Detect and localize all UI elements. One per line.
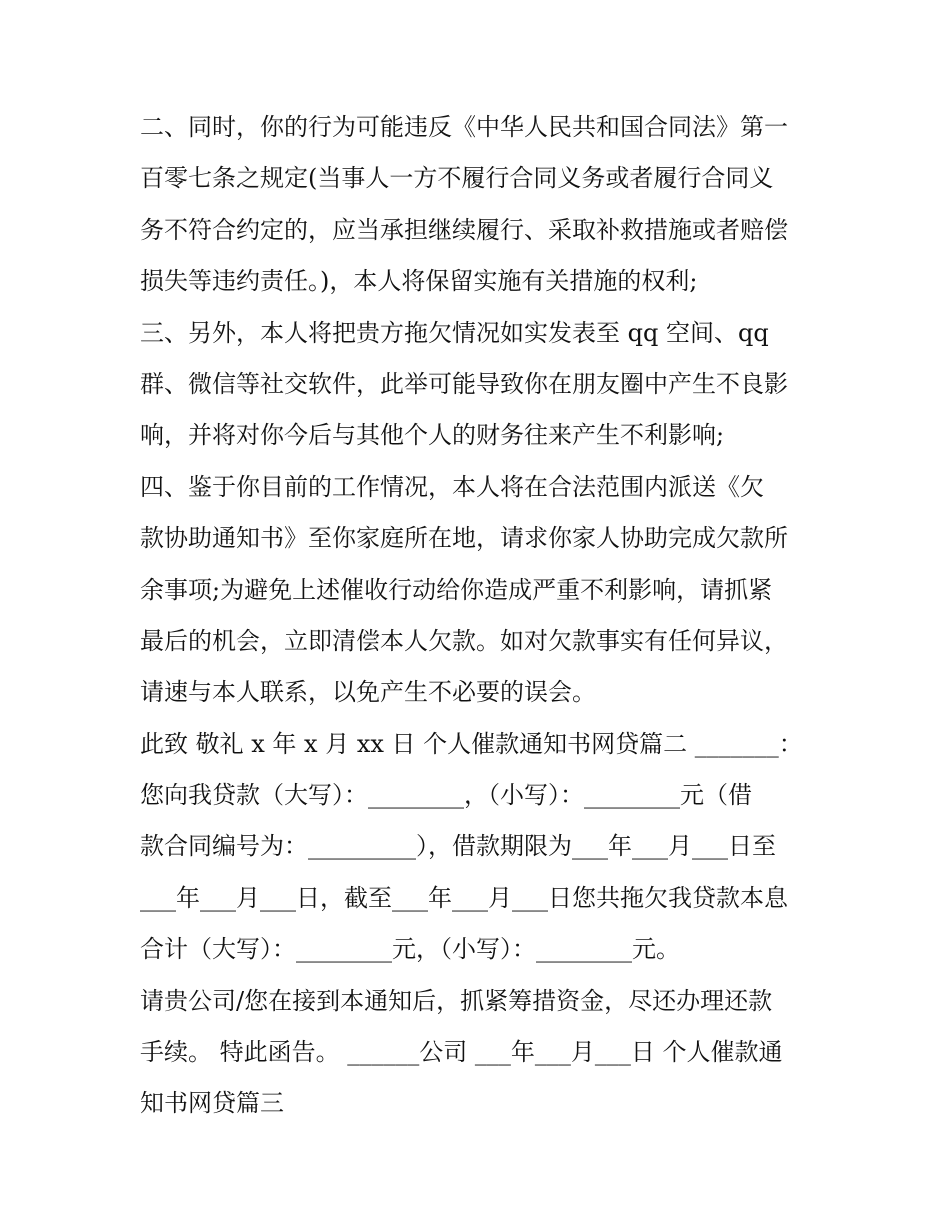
text-line: 最后的机会，立即清偿本人欠款。如对欠款事实有任何异议， xyxy=(140,626,788,655)
text-line: 请贵公司/您在接到本通知后，抓紧筹措资金，尽还办理还款 xyxy=(140,986,773,1015)
text-line: 手续。 特此函告。 ______公司 ___年___月___日 个人催款通 xyxy=(140,1038,783,1067)
text-line: 合计（大写）：________元，（小写）：________元。 xyxy=(140,935,680,964)
text-line: 群、微信等社交软件，此举可能导致你在朋友圈中产生不良影 xyxy=(140,369,788,398)
text-line: 二、同时，你的行为可能违反《中华人民共和国合同法》第一 xyxy=(140,113,788,141)
text-line: 此致 敬礼 x 年 x 月 xx 日 个人催款通知书网贷篇二 _______： xyxy=(140,729,803,758)
text-line: 损失等违约责任。)，本人将保留实施有关措施的权利; xyxy=(140,267,698,296)
text-line: 请速与本人联系，以免产生不必要的误会。 xyxy=(140,678,596,707)
text-line: 务不符合约定的，应当承担继续履行、采取补救措施或者赔偿 xyxy=(140,215,788,244)
text-line: 知书网贷篇三 xyxy=(140,1089,284,1118)
text-line: 响，并将对你今后与其他个人的财务往来产生不利影响; xyxy=(140,421,725,450)
text-line: 四、鉴于你目前的工作情况，本人将在合法范围内派送《欠 xyxy=(140,472,764,501)
text-line: ___年___月___日，截至___年___月___日您共拖欠我贷款本息 xyxy=(140,883,788,912)
text-line: 您向我贷款（大写）：________，（小写）：________元（借 xyxy=(140,781,752,810)
text-line: 余事项;为避免上述催收行动给你造成严重不利影响，请抓紧 xyxy=(140,575,773,604)
text-line: 款合同编号为：_________），借款期限为___年___月___日至 xyxy=(140,832,776,861)
body-text xyxy=(140,102,820,1130)
text-line: 三、另外，本人将把贵方拖欠情况如实发表至 qq 空间、qq xyxy=(140,318,769,347)
text-line: 款协助通知书》至你家庭所在地，请求你家人协助完成欠款所 xyxy=(140,524,788,553)
text-line: 百零七条之规定(当事人一方不履行合同义务或者履行合同义 xyxy=(140,164,774,193)
